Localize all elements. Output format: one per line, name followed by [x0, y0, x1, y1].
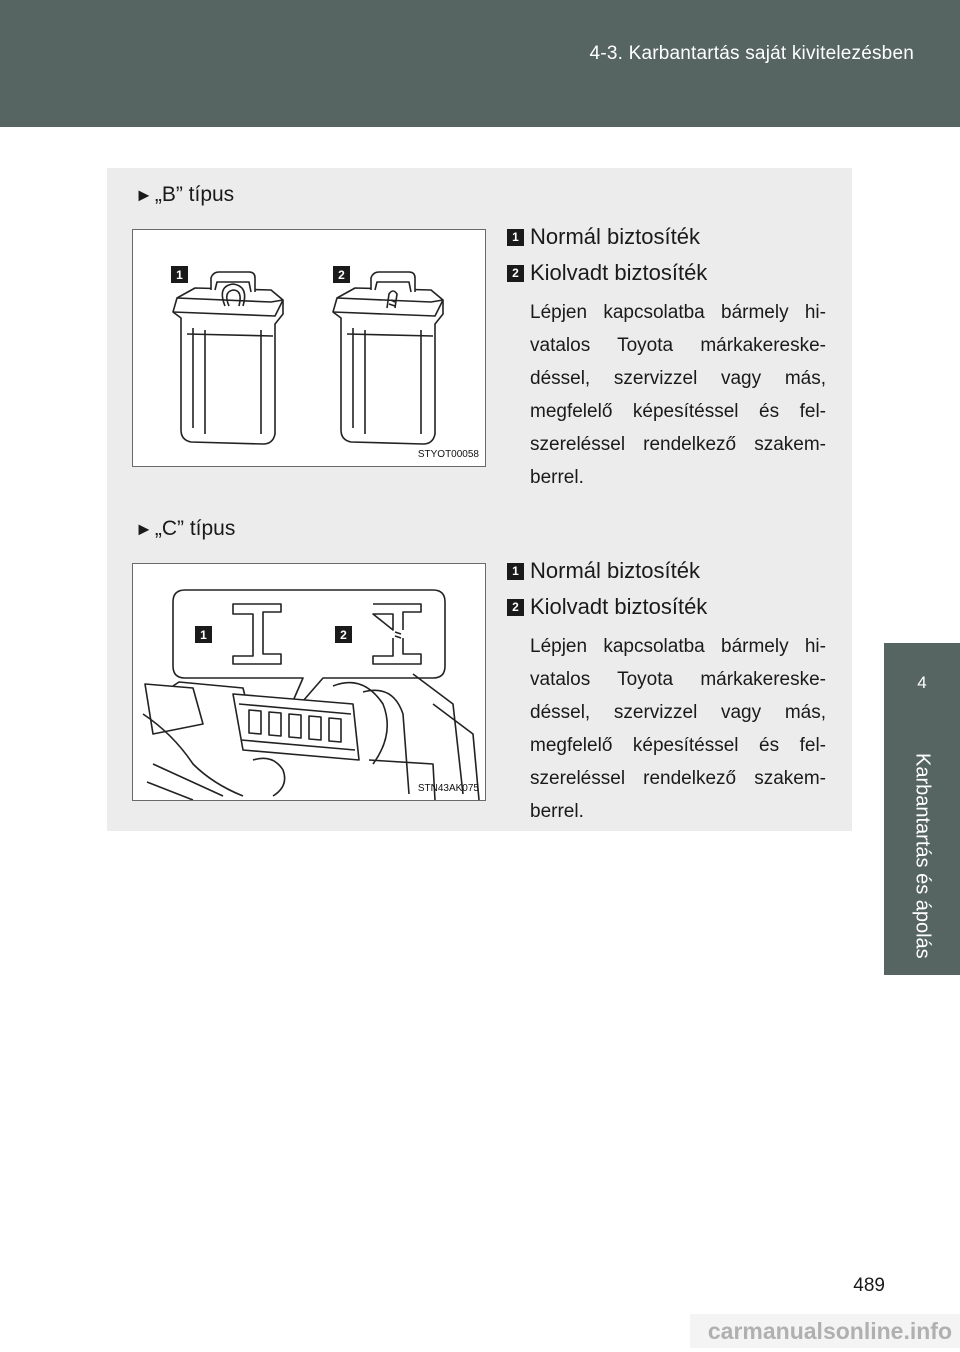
item-label: Kiolvadt biztosíték: [530, 260, 708, 285]
callout-badges-b: [171, 266, 350, 283]
item-normal-fuse-c: [507, 558, 700, 584]
chapter-number: 4: [917, 673, 927, 692]
number-badge: 2: [507, 265, 524, 282]
item-label: Normál biztosíték: [530, 558, 700, 583]
number-badge: 1: [507, 229, 524, 246]
fuse-c-illustration: [132, 563, 486, 801]
callout-2: 2: [338, 268, 345, 282]
section-title: 4-3. Karbantartás saját kivitelezésben: [589, 43, 914, 64]
service-note-b: Lépjen kapcsolatba bármely hivatalos Toyota márkakereskedéssel, szervizzel vagy más, megfelelő képesítéssel és felszereléssel rendelkező szakemberrel.: [530, 302, 826, 488]
page-header: [0, 0, 960, 127]
fuse-c-drawing: [133, 564, 486, 801]
type-b-heading: [135, 183, 234, 207]
item-label: Kiolvadt biztosíték: [530, 594, 708, 619]
service-note-c: Lépjen kapcsolatba bármely hivatalos Toyota márkakereskedéssel, szervizzel vagy más, megfelelő képesítéssel és felszereléssel rendelkező szakemberrel.: [530, 636, 826, 822]
callout-1: 1: [200, 628, 207, 642]
number-badge: 1: [507, 563, 524, 580]
fuse-b-drawing: [133, 230, 486, 467]
fuse-b-illustration: [132, 229, 486, 467]
watermark: carmanualsonline.info: [690, 1314, 960, 1348]
chapter-label: Karbantartás és ápolás: [911, 753, 934, 959]
type-c-heading: [135, 517, 235, 541]
page-number: 489: [853, 1275, 885, 1296]
pointer-arrow-icon: ►: [135, 185, 153, 205]
figure-code: STYOT00058: [417, 449, 479, 460]
item-blown-fuse-c: [507, 594, 707, 620]
callout-2: 2: [340, 628, 347, 642]
figure-code: STN43AK075: [417, 783, 479, 794]
type-c-heading-text: „C” típus: [154, 517, 236, 540]
type-b-heading-text: „B” típus: [154, 183, 235, 206]
pointer-arrow-icon: ►: [135, 519, 153, 539]
item-label: Normál biztosíték: [530, 224, 700, 249]
item-normal-fuse-b: [507, 224, 700, 250]
number-badge: 2: [507, 599, 524, 616]
item-blown-fuse-b: [507, 260, 707, 286]
chapter-side-tab[interactable]: [884, 643, 960, 975]
callout-1: 1: [176, 268, 183, 282]
